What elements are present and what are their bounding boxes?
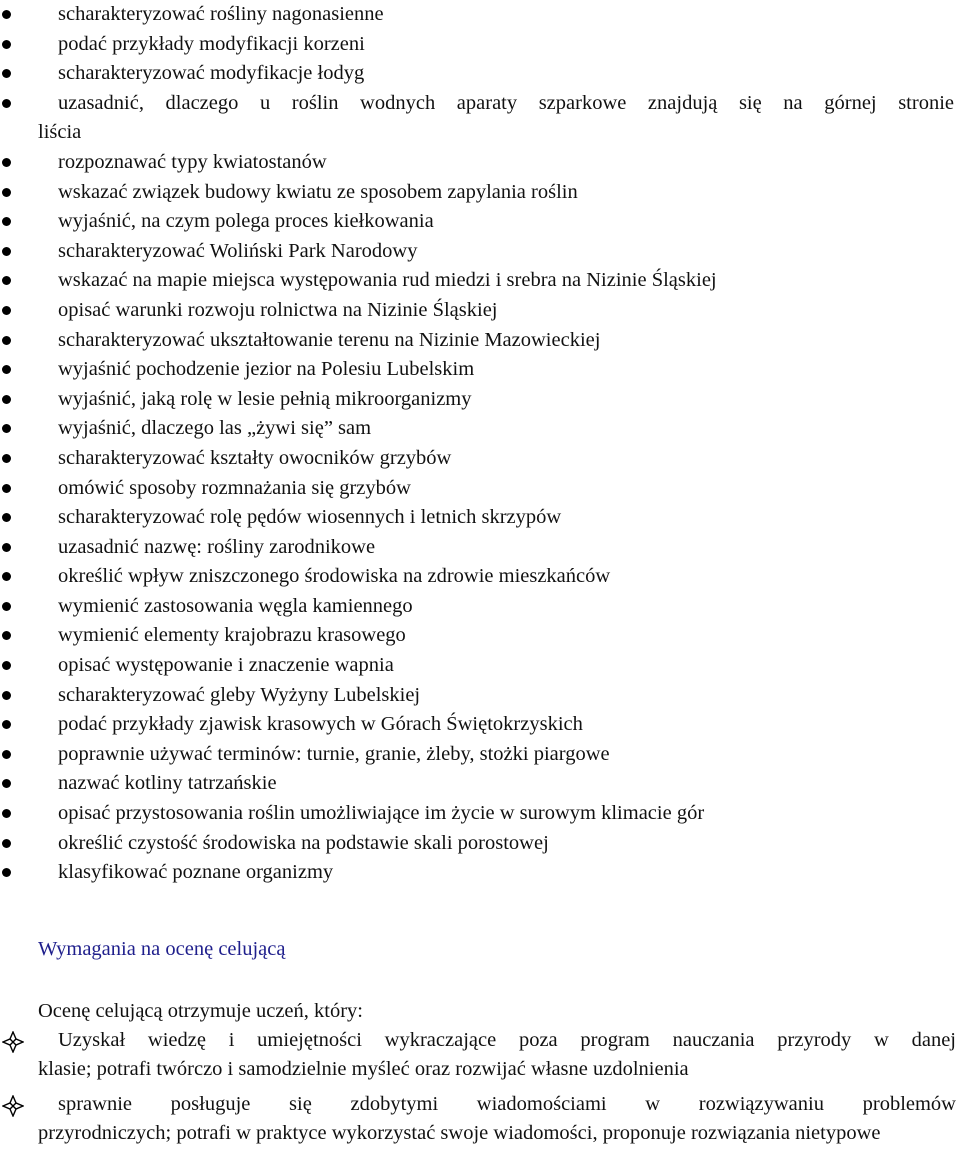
- bullet-icon: [2, 306, 11, 315]
- bullet-icon: [2, 99, 11, 108]
- list-item-text: wyjaśnić pochodzenie jezior na Polesiu Lubelskim: [58, 358, 475, 381]
- list-item: [0, 89, 960, 148]
- bullet-icon: [2, 158, 11, 167]
- bullet-icon: [2, 868, 11, 877]
- bullet-icon: [2, 809, 11, 818]
- list-item: [0, 503, 960, 533]
- list-item-text: scharakteryzować rolę pędów wiosennych i letnich skrzypów: [58, 506, 562, 529]
- list-item: [0, 237, 960, 267]
- list-item-text-line: liścia: [38, 121, 82, 144]
- list-item-text: opisać warunki rozwoju rolnictwa na Nizinie Śląskiej: [58, 298, 498, 321]
- bullet-icon: [2, 40, 11, 49]
- list-item-text: klasyfikować poznane organizmy: [58, 861, 334, 884]
- list-item-text: podać przykłady zjawisk krasowych w Górach Świętokrzyskich: [58, 713, 583, 736]
- list-item: [0, 385, 960, 415]
- list-item-text: wyjaśnić, dlaczego las „żywi się” sam: [58, 417, 372, 440]
- list-item-text: uzasadnić nazwę: rośliny zarodnikowe: [58, 535, 376, 558]
- list-item-text: wyjaśnić, na czym polega proces kiełkowania: [58, 210, 434, 233]
- bullet-icon: [2, 276, 11, 285]
- grade-heading: Wymagania na ocenę celującą: [38, 938, 286, 960]
- list-item-text: wymienić zastosowania węgla kamiennego: [58, 594, 413, 617]
- bullet-icon: [2, 484, 11, 493]
- list-item: [0, 740, 960, 770]
- list-item-text: poprawnie używać terminów: turnie, granie, żleby, stożki piargowe: [58, 742, 610, 765]
- list-item-text: wyjaśnić, jaką rolę w lesie pełnią mikroorganizmy: [58, 387, 472, 410]
- bullet-icon: [2, 217, 11, 226]
- four-diamond-cross-icon: [2, 1095, 24, 1117]
- four-diamond-cross-icon: [2, 1031, 24, 1053]
- requirement-first-line: sprawnie posługuje się zdobytymi wiadomościami w rozwiązywaniu problemów: [58, 1093, 956, 1115]
- bullet-icon: [2, 247, 11, 256]
- list-item: [0, 355, 960, 385]
- bullet-icon: [2, 839, 11, 848]
- list-item-text: scharakteryzować kształty owocników grzybów: [58, 446, 452, 469]
- list-item: [0, 533, 960, 563]
- bullet-icon: [2, 631, 11, 640]
- list-item: [0, 30, 960, 60]
- bullet-icon: [2, 572, 11, 581]
- bullet-icon: [2, 602, 11, 611]
- list-item: [0, 621, 960, 651]
- list-item-text: określić czystość środowiska na podstawie skali porostowej: [58, 831, 549, 854]
- bullet-icon: [2, 395, 11, 404]
- list-item-text: opisać przystosowania roślin umożliwiające im życie w surowym klimacie gór: [58, 802, 705, 825]
- list-item: [0, 207, 960, 237]
- requirement-rest: klasie; potrafi twórczo i samodzielnie myśleć oraz rozwijać własne uzdolnienia: [38, 1058, 689, 1080]
- list-item: [0, 474, 960, 504]
- list-item-text: nazwać kotliny tatrzańskie: [58, 772, 277, 795]
- list-item-text: scharakteryzować Woliński Park Narodowy: [58, 239, 418, 262]
- list-item: [0, 562, 960, 592]
- list-item-text: omówić sposoby rozmnażania się grzybów: [58, 476, 411, 499]
- list-item-text: [38, 89, 954, 148]
- bullet-icon: [2, 750, 11, 759]
- list-item-text: podać przykłady modyfikacji korzeni: [58, 32, 365, 55]
- list-item-text: wskazać związek budowy kwiatu ze sposobem zapylania roślin: [58, 180, 578, 203]
- bullet-icon: [2, 69, 11, 78]
- requirement-item: [0, 1090, 960, 1148]
- bullet-icon: [2, 188, 11, 197]
- list-item: [0, 326, 960, 356]
- list-item: [0, 296, 960, 326]
- bullet-icon: [2, 779, 11, 788]
- list-item: [0, 681, 960, 711]
- list-item-text: opisać występowanie i znaczenie wapnia: [58, 654, 394, 677]
- bullet-icon: [2, 720, 11, 729]
- list-item-text: scharakteryzować gleby Wyżyny Lubelskiej: [58, 683, 421, 706]
- list-item: [0, 59, 960, 89]
- bullet-icon: [2, 336, 11, 345]
- list-item-text: scharakteryzować rośliny nagonasienne: [58, 3, 384, 25]
- list-item: [0, 710, 960, 740]
- requirement-item: [0, 1026, 960, 1084]
- list-item: [0, 266, 960, 296]
- bullet-icon: [2, 454, 11, 463]
- list-item-text: wymienić elementy krajobrazu krasowego: [58, 624, 406, 647]
- list-item: [0, 592, 960, 622]
- list-item: [0, 858, 960, 888]
- list-item: [0, 0, 960, 30]
- list-item-text: rozpoznawać typy kwiatostanów: [58, 150, 327, 173]
- list-item: [0, 444, 960, 474]
- list-item-text: scharakteryzować modyfikacje łodyg: [58, 62, 365, 85]
- list-item-text: określić wpływ zniszczonego środowiska na zdrowie mieszkańców: [58, 565, 611, 588]
- list-item: [0, 178, 960, 208]
- bullet-icon: [2, 10, 11, 19]
- list-item: [0, 769, 960, 799]
- list-item: [0, 651, 960, 681]
- list-item-text: scharakteryzować ukształtowanie terenu na Nizinie Mazowieckiej: [58, 328, 601, 351]
- requirement-first-line: Uzyskał wiedzę i umiejętności wykraczające poza program nauczania przyrody w danej: [58, 1029, 956, 1051]
- list-item: [0, 799, 960, 829]
- bullet-icon: [2, 543, 11, 552]
- grade-intro: Ocenę celującą otrzymuje uczeń, który:: [38, 1000, 363, 1022]
- list-item: [0, 148, 960, 178]
- list-item: [0, 829, 960, 859]
- list-item-text-line: uzasadnić, dlaczego u roślin wodnych aparaty szparkowe znajdują się na górnej stronie: [58, 91, 954, 114]
- bullet-icon: [2, 661, 11, 670]
- bullet-icon: [2, 691, 11, 700]
- requirement-rest: przyrodniczych; potrafi w praktyce wykorzystać swoje wiadomości, proponuje rozwiązania nietypowe: [38, 1122, 881, 1144]
- list-item: [0, 414, 960, 444]
- list-item-text: wskazać na mapie miejsca występowania rud miedzi i srebra na Nizinie Śląskiej: [58, 269, 717, 292]
- bullet-icon: [2, 424, 11, 433]
- bullet-icon: [2, 365, 11, 374]
- bullet-icon: [2, 513, 11, 522]
